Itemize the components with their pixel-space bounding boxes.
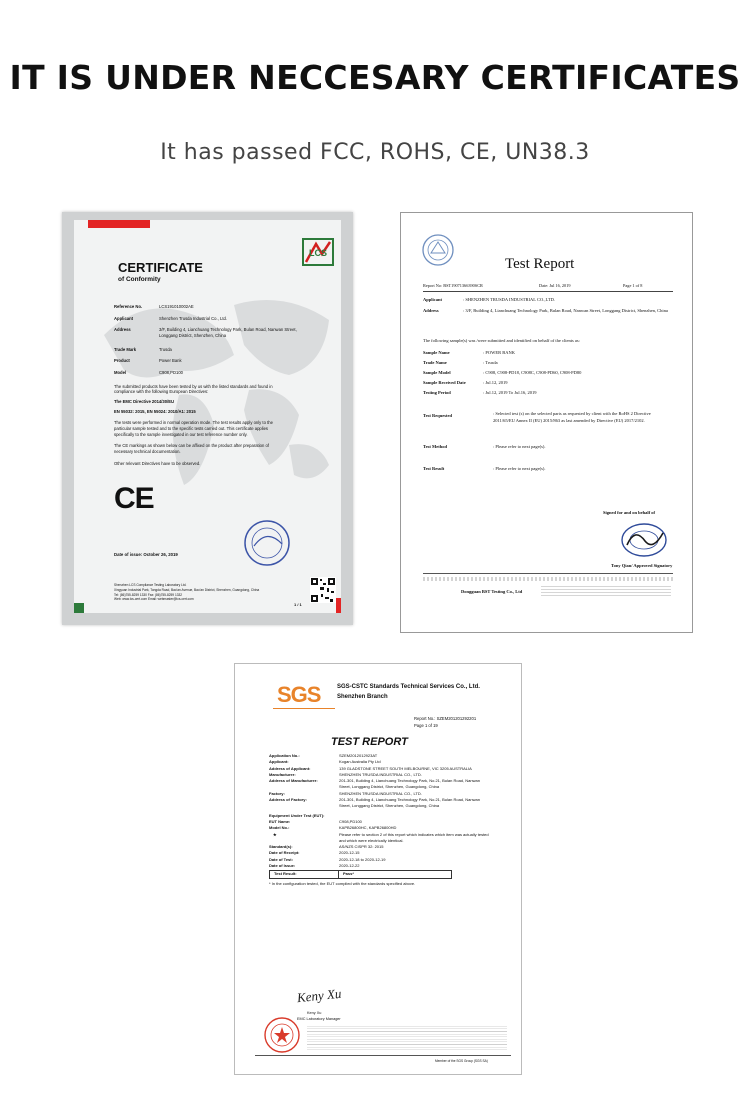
sgs-eut-value: KAPB26800HC, KAPB26800HD	[339, 825, 397, 831]
corner-red-mark	[336, 598, 341, 613]
sgs-test-report-image	[234, 663, 522, 1075]
ce-certificate-sheet	[74, 220, 341, 613]
sgs-row-label: Address of Manufacturer:	[269, 778, 318, 784]
cert-paragraph-2: The tests were performed in normal operation mode. The test results apply only to the particular sample tested and to the specific tests carried out. This certificate applies specifically to the sample investigated in our test reference number only.	[114, 420, 273, 437]
test-result-label: Test Result	[423, 466, 445, 471]
sgs-row-value: 139 GLADSTONE STREET SOUTH MELBOURNE, VIC 3205 AUSTRALIA	[339, 765, 472, 771]
sgs-row-label: Address of Factory:	[269, 797, 307, 803]
cert-directive: The EMC Directive 2014/30/EU	[114, 399, 175, 405]
signed-on-behalf: Signed for and on behalf of	[603, 510, 656, 515]
sgs-eut-label: ★	[273, 831, 277, 837]
sgs-row-label: Address of Applicant:	[269, 765, 311, 771]
sgs-row-value: Kogan Australia Pty Ltd	[339, 759, 381, 765]
sgs-member-text: Member of the SGS Group (SGS SA)	[435, 1059, 488, 1063]
ce-certificate-image	[62, 212, 353, 625]
sgs-eut-value: AS/NZS CISPR 32: 2015	[339, 844, 384, 850]
sample-row	[423, 378, 581, 388]
sample-row-value: : POWER BANK	[483, 350, 516, 355]
sgs-eut-label: EUT Name:	[269, 818, 291, 824]
sgs-signer-title: EMC Laboratory Manager	[297, 1017, 341, 1021]
footer-divider	[423, 573, 673, 574]
sgs-eut-row	[269, 863, 509, 869]
sample-row-value: : Jul.12, 2019	[483, 380, 508, 385]
sgs-row-label: Applicant:	[269, 759, 289, 765]
sample-row-label: Sample Model	[423, 370, 451, 375]
test-requested-label: Test Requested	[423, 413, 452, 418]
page-subtitle: It has passed FCC, ROHS, CE, UN38.3	[160, 140, 590, 165]
cert-standards: EN 55032: 2015, EN 55024: 2010/A1: 2015	[114, 408, 196, 414]
bst-logo-icon	[421, 233, 455, 267]
sgs-eut-value: 2020-12-18 to 2020-12-19	[339, 856, 386, 862]
sgs-eut-label: Date of Receipt:	[269, 850, 300, 856]
footer-web: Web: www.lcs-cert.com Email: webmaster@lcs-cert.com	[114, 597, 194, 602]
sgs-branch: Shenzhen Branch	[337, 694, 388, 700]
applicant-label: Applicant	[423, 297, 443, 302]
sgs-row	[269, 797, 509, 810]
sample-row-value: : Jul.12, 2019 To Jul.16, 2019	[483, 390, 537, 395]
sample-row	[423, 368, 581, 378]
header-divider	[423, 291, 673, 292]
company-contact-lines	[541, 586, 671, 598]
cert-row-label: Product	[114, 358, 130, 364]
testing-company: Dongguan BST Testing Co., Ltd	[461, 589, 523, 594]
sgs-row-value: SZEM2012012923AT	[339, 753, 378, 758]
sample-row	[423, 348, 581, 358]
applicant-value: : SHENZHEN TRUSDA INDUSTRIAL CO.,LTD.	[463, 297, 555, 302]
sgs-logo-rule	[273, 708, 335, 709]
sgs-report-title: TEST REPORT	[331, 736, 408, 748]
sgs-result-row	[269, 870, 509, 878]
corner-green-mark	[74, 603, 84, 613]
cert-paragraph-3: The CE markings as shown below can be affixed on the product after preparation of necessary technical documentation.	[114, 443, 269, 455]
address-value: : 3/F, Building 4, Lianchuang Technology Park, Bulan Road, Nanwan Street, Longgang District, Shenzhen, China	[463, 308, 668, 313]
sgs-eut-label: Model No.:	[269, 825, 290, 831]
cert-row-label: Model	[114, 370, 127, 376]
test-method-label: Test Method	[423, 444, 447, 449]
sample-row-label: Sample Name	[423, 350, 450, 355]
sgs-row-label: Application No.:	[269, 753, 300, 758]
cert-paragraph-4: Other relevant Directives have to be observed.	[114, 460, 201, 466]
cert-row-value: Power Bank	[159, 358, 182, 364]
cert-paragraph-1: The submitted products have been tested by us with the listed standards and found in compliance with the following European Directives:	[114, 383, 273, 395]
issue-date: Date of issue: October 26, 2019	[114, 552, 178, 557]
sgs-row-value: SHENZHEN TRUSDA INDUSTRIAL CO., LTD.	[339, 790, 422, 796]
sgs-row-value: 201-301, Building 4, Lianchuang Technology Park, No.21, Bulan Road, Nanwan Street, Longgang District, Shenzhen, Guangdong, China	[339, 778, 480, 790]
sgs-eut-label: Standard(s):	[269, 844, 293, 850]
test-requested-value: : Selected test (s) on the selected parts as requested by client with the RoHS 2 Directive 2011/65/EU Annex II (EU) 2015/863 as last amended by Directive (EU) 2017/2102.	[493, 411, 651, 423]
bst-seal-icon	[619, 521, 669, 559]
sgs-signer-name: Keny Xu	[307, 1011, 322, 1015]
sgs-report-number: Report No.: SZEM201201292201	[414, 716, 477, 721]
footer-fine-print	[423, 577, 673, 581]
sample-row-value: : Trusda	[483, 360, 498, 365]
lcs-logo-icon	[302, 238, 334, 266]
svg-text:LCS: LCS	[309, 248, 327, 258]
cert-row-applicant	[114, 316, 314, 322]
report-date: Date: Jul 16, 2019	[539, 283, 571, 288]
sgs-eut-value: Please refer to section 2 of this report which indicates which item was actually tested and which were electrically identical.	[339, 831, 489, 843]
cert-row-value: C908,PD100	[159, 370, 183, 376]
sgs-page: Page 1 of 19	[414, 723, 438, 728]
footer-address: Xingyuan Industrial Park, Tongda Road, Bao'an Avenue, Bao'an District, Shenzhen, Guangdong, China	[114, 587, 260, 592]
footer-phone: Tel: (86)755-8259 1330 Fax: (86)755-8259 1332	[114, 592, 183, 597]
cert-footer	[114, 583, 314, 602]
cert-row-value: Trusda	[159, 346, 172, 352]
cert-row-reference	[114, 304, 314, 310]
cert-row-label: Address	[114, 327, 131, 333]
sgs-result-label: Test Result:	[269, 870, 339, 878]
sample-row	[423, 388, 581, 398]
sgs-note: * In the configuration tested, the EUT complied with the standards specified above.	[269, 880, 416, 886]
certificate-fields	[114, 304, 314, 466]
lab-stamp-icon	[242, 518, 292, 568]
sgs-eut-value: C908,PD100	[339, 818, 362, 824]
sample-row	[423, 358, 581, 368]
cert-row-product	[114, 358, 314, 364]
sgs-row	[269, 778, 509, 791]
sgs-eut-label: Date of Test:	[269, 856, 293, 862]
cert-page-number: 1 / 1	[294, 602, 302, 607]
sample-row-label: Trade Name	[423, 360, 447, 365]
report-number: Report No: BST19071366390SCR	[423, 283, 483, 288]
sgs-red-seal-icon	[263, 1016, 301, 1054]
cert-row-label: Trade Mark	[114, 346, 137, 352]
test-method-value: : Please refer to next page(s).	[493, 444, 546, 449]
sample-rows	[423, 348, 581, 398]
cert-row-label: Applicant	[114, 315, 134, 321]
sample-row-label: Testing Period	[423, 390, 451, 395]
sgs-result-value: Pass*	[339, 870, 452, 878]
approved-signatory: Tony Qian/ Approved Signatory	[611, 563, 673, 568]
cert-row-value: 3/F, Building 4, Lianchuang Technology Park, Bulan Road, Nanwan Street, Longgang District, Shenzhen, China	[159, 327, 297, 339]
sgs-fields	[269, 753, 509, 887]
sgs-eut-value: 2020-12-15	[339, 850, 360, 856]
page-headline: IT IS UNDER NECCESARY CERTIFICATES	[9, 58, 741, 97]
sgs-company: SGS-CSTC Standards Technical Services Co., Ltd.	[337, 684, 480, 690]
sample-row-value: : C908, C908-PD18, C908C, C908-PD60, C908-PD80	[483, 370, 582, 375]
certificate-subtitle: of Conformity	[118, 276, 161, 283]
sgs-eut-header: Equipment Under Test (EUT):	[269, 812, 325, 818]
cert-row-value: LCS191010002AE	[159, 304, 194, 309]
sgs-row-value: 201-301, Building 4, Lianchuang Technology Park, No.21, Bulan Road, Nanwan Street, Longgang District, Shenzhen, Guangdong, China	[339, 797, 480, 809]
sgs-eut-row	[269, 832, 509, 845]
top-red-bar	[88, 220, 150, 228]
test-result-value: : Please refer to next page(s).	[493, 466, 546, 471]
sample-row-label: Sample Received Date	[423, 380, 466, 385]
report-page: Page 1 of 8	[623, 283, 643, 288]
cert-row-trademark	[114, 347, 314, 353]
sgs-signature: Keny Xu	[296, 985, 343, 1006]
cert-row-value: Shenzhen Trusda Industrial Co., Ltd.	[159, 315, 227, 321]
sgs-fine-print	[307, 1026, 507, 1052]
footer-lab-name: Shenzhen LCS Compliance Testing Laboratory Ltd.	[114, 583, 187, 587]
qr-code-icon	[310, 577, 336, 603]
report-title: Test Report	[505, 256, 575, 272]
sgs-row-label: Manufacturer:	[269, 771, 296, 777]
certificate-title: CERTIFICATE	[118, 260, 203, 275]
sample-intro: The following sample(s) was /were submitted and identified on behalf of the clients as:	[423, 338, 580, 343]
cert-row-address	[114, 327, 314, 338]
cert-row-label: Reference No.	[114, 304, 143, 309]
rohs-test-report-image	[400, 212, 693, 633]
address-label: Address	[423, 308, 439, 313]
sgs-row-value: SHENZHEN TRUSDA INDUSTRIAL CO., LTD.	[339, 771, 422, 777]
sgs-eut-value: 2020-12-22	[339, 863, 360, 869]
ce-mark: CE	[114, 482, 154, 515]
sgs-eut-label: Date of Issue:	[269, 863, 296, 869]
sgs-logo: SGS	[277, 682, 321, 707]
cert-row-model	[114, 370, 314, 376]
sgs-footer-divider	[255, 1055, 511, 1056]
sgs-row-label: Factory:	[269, 790, 285, 796]
